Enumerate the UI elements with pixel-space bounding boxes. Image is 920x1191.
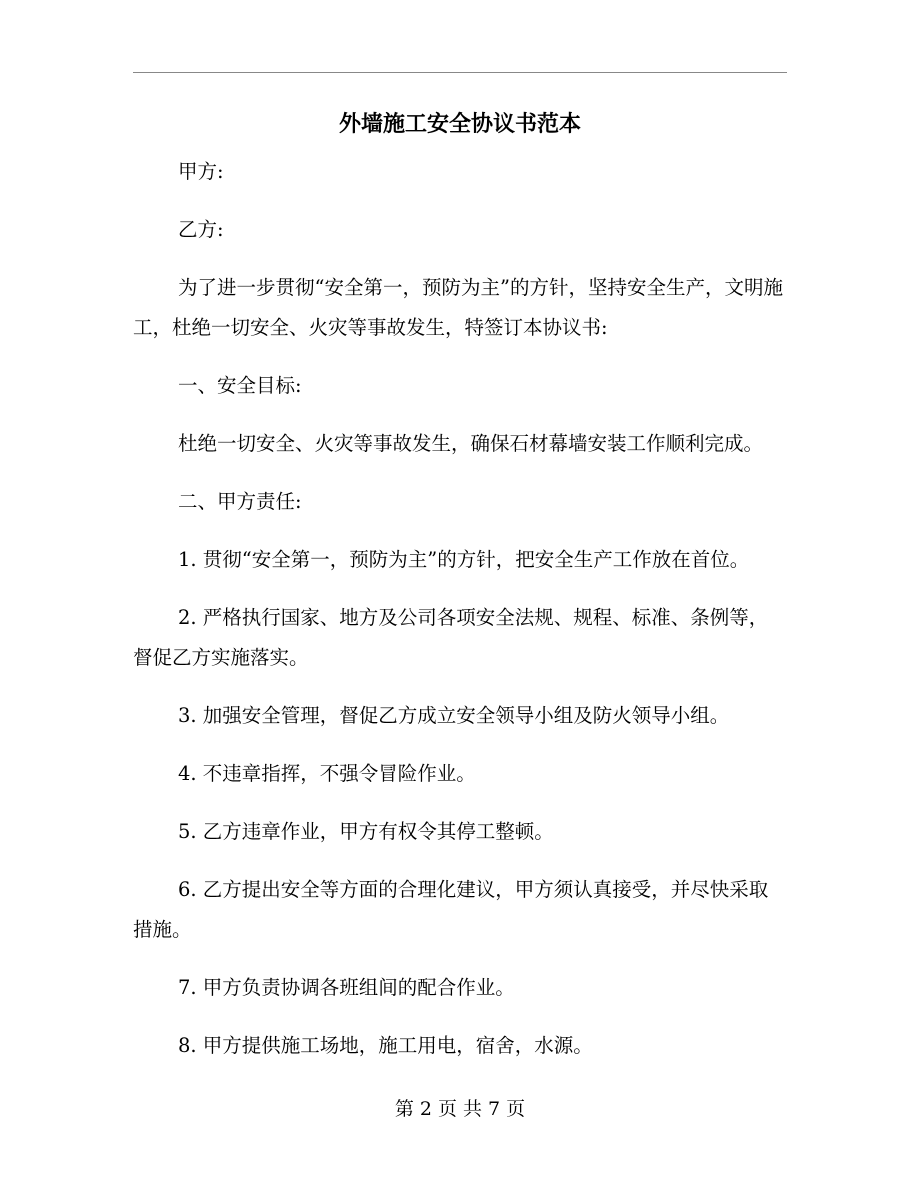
section-heading-safety-goal: 一、安全目标: <box>178 374 302 397</box>
duty-item-6: 6. 乙方提出安全等方面的合理化建议，甲方须认真接受，并尽快采取措施。 <box>133 878 769 941</box>
duty-item-8: 8. 甲方提供施工场地，施工用电，宿舍，水源。 <box>178 1034 593 1057</box>
duty-item-7: 7. 甲方负责协调各班组间的配合作业。 <box>178 976 515 999</box>
duty-item-5: 5. 乙方违章作业，甲方有权令其停工整顿。 <box>178 820 554 843</box>
safety-goal-paragraph: 杜绝一切安全、火灾等事故发生，确保石材幕墙安装工作顺利完成。 <box>178 432 764 455</box>
duty-item-3: 3. 加强安全管理，督促乙方成立安全领导小组及防火领导小组。 <box>178 704 730 727</box>
party-a-line: 甲方: <box>178 160 224 183</box>
duty-item-4: 4. 不违章指挥，不强令冒险作业。 <box>178 762 476 785</box>
party-b-line: 乙方: <box>178 218 224 241</box>
duty-item-2: 2. 严格执行国家、地方及公司各项安全法规、规程、标准、条例等，督促乙方实施落实。 <box>133 606 769 669</box>
duty-item-1: 1. 贯彻“安全第一，预防为主”的方针，把安全生产工作放在首位。 <box>178 548 750 571</box>
document-body <box>133 152 787 1084</box>
page-number-footer: 第 2 页 共 7 页 <box>394 1098 526 1120</box>
header-rule <box>133 72 787 73</box>
intro-paragraph: 为了进一步贯彻“安全第一，预防为主”的方针，坚持安全生产，文明施工，杜绝一切安全、火灾等事故发生，特签订本协议书: <box>133 276 783 339</box>
section-heading-party-a-duties: 二、甲方责任: <box>178 490 302 513</box>
document-title: 外墙施工安全协议书范本 <box>338 111 581 137</box>
